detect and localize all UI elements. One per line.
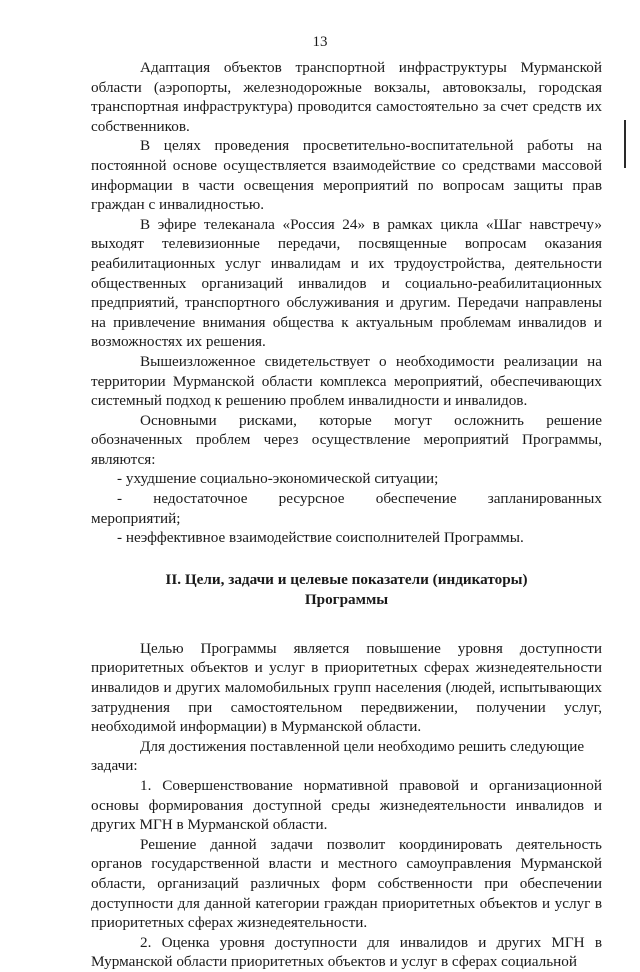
section-heading-line1: II. Цели, задачи и целевые показатели (индикаторы) (165, 570, 528, 588)
risk-item-2-word: - (117, 490, 123, 508)
margin-mark (624, 120, 626, 168)
tasks-intro-line2: задачи: (91, 757, 138, 775)
document-body (91, 58, 602, 972)
paragraph-media-interaction: В целях проведения просветительно-воспитательной работы на постоянной основе осуществляется взаимодействие со средствами массовой информации в части освещения мероприятий по вопросам защиты прав граждан с инвалидностью. (91, 137, 602, 214)
page-number: 13 (312, 34, 328, 50)
paragraph-task-1-solution: Решение данной задачи позволит координировать деятельность органов государственной власти и местного самоуправления Мурманской области, организаций различных форм собственности при обеспечении доступности для данной категории граждан приоритетных объектов и услуг в приоритетных сферах жизнедеятельности. (91, 835, 602, 932)
risk-item-2-word: ресурсное (278, 490, 345, 508)
risk-item-2-continuation: мероприятий; (91, 509, 181, 527)
paragraph-risks-intro: Основными рисками, которые могут осложнить решение обозначенных проблем через осуществление мероприятий Программы, являются: (91, 411, 602, 468)
paragraph-task-2: 2. Оценка уровня доступности для инвалидов и других МГН в Мурманской области приоритетных объектов и услуг в сферах социальной (91, 933, 602, 971)
section-heading-line2: Программы (304, 590, 389, 608)
risk-item-2-word: недостаточное (153, 490, 248, 508)
paragraph-task-1: 1. Совершенствование нормативной правовой и организационной основы формирования доступной среды жизнедеятельности инвалидов и других МГН в Мурманской области. (91, 777, 602, 834)
paragraph-transport-adaptation: Адаптация объектов транспортной инфраструктуры Мурманской области (аэропорты, железнодорожные вокзалы, автовокзалы, городская транспортная инфраструктура) проводится самостоятельно за счет средств их собственников. (91, 59, 602, 135)
tasks-intro-line1: Для достижения поставленной цели необходимо решить следующие (140, 737, 585, 755)
paragraph-tv-programs: В эфире телеканала «Россия 24» в рамках цикла «Шаг навстречу» выходят телевизионные передачи, посвященные вопросам оказания реабилитационных услуг инвалидам и их трудоустройства, деятельности общественных организаций инвалидов и социально-реабилитационных предприятий, транспортного обслуживания и другим. Передачи направлены на привлечение внимания общества к актуальным проблемам инвалидов и возможностях их решения. (91, 215, 602, 351)
section-heading (91, 570, 602, 610)
risk-item-3: - неэффективное взаимодействие соисполнителей Программы. (117, 529, 524, 547)
risk-item-1: - ухудшение социально-экономической ситуации; (117, 470, 439, 488)
risk-item-2 (91, 489, 602, 509)
paragraph-tasks-intro (91, 737, 602, 757)
risk-item-2-word: запланированных (487, 490, 602, 508)
paragraph-program-goal: Целью Программы является повышение уровня доступности приоритетных объектов и услуг в приоритетных сферах жизнедеятельности инвалидов и других маломобильных групп населения (людей, испытывающих затруднения при самостоятельном передвижении, получении услуг, необходимой информации) в Мурманской области. (91, 639, 602, 736)
paragraph-conclusion: Вышеизложенное свидетельствует о необходимости реализации на территории Мурманской области комплекса мероприятий, обеспечивающих системный подход к решению проблем инвалидности и инвалидов. (91, 352, 602, 410)
risk-item-2-word: обеспечение (375, 490, 457, 508)
